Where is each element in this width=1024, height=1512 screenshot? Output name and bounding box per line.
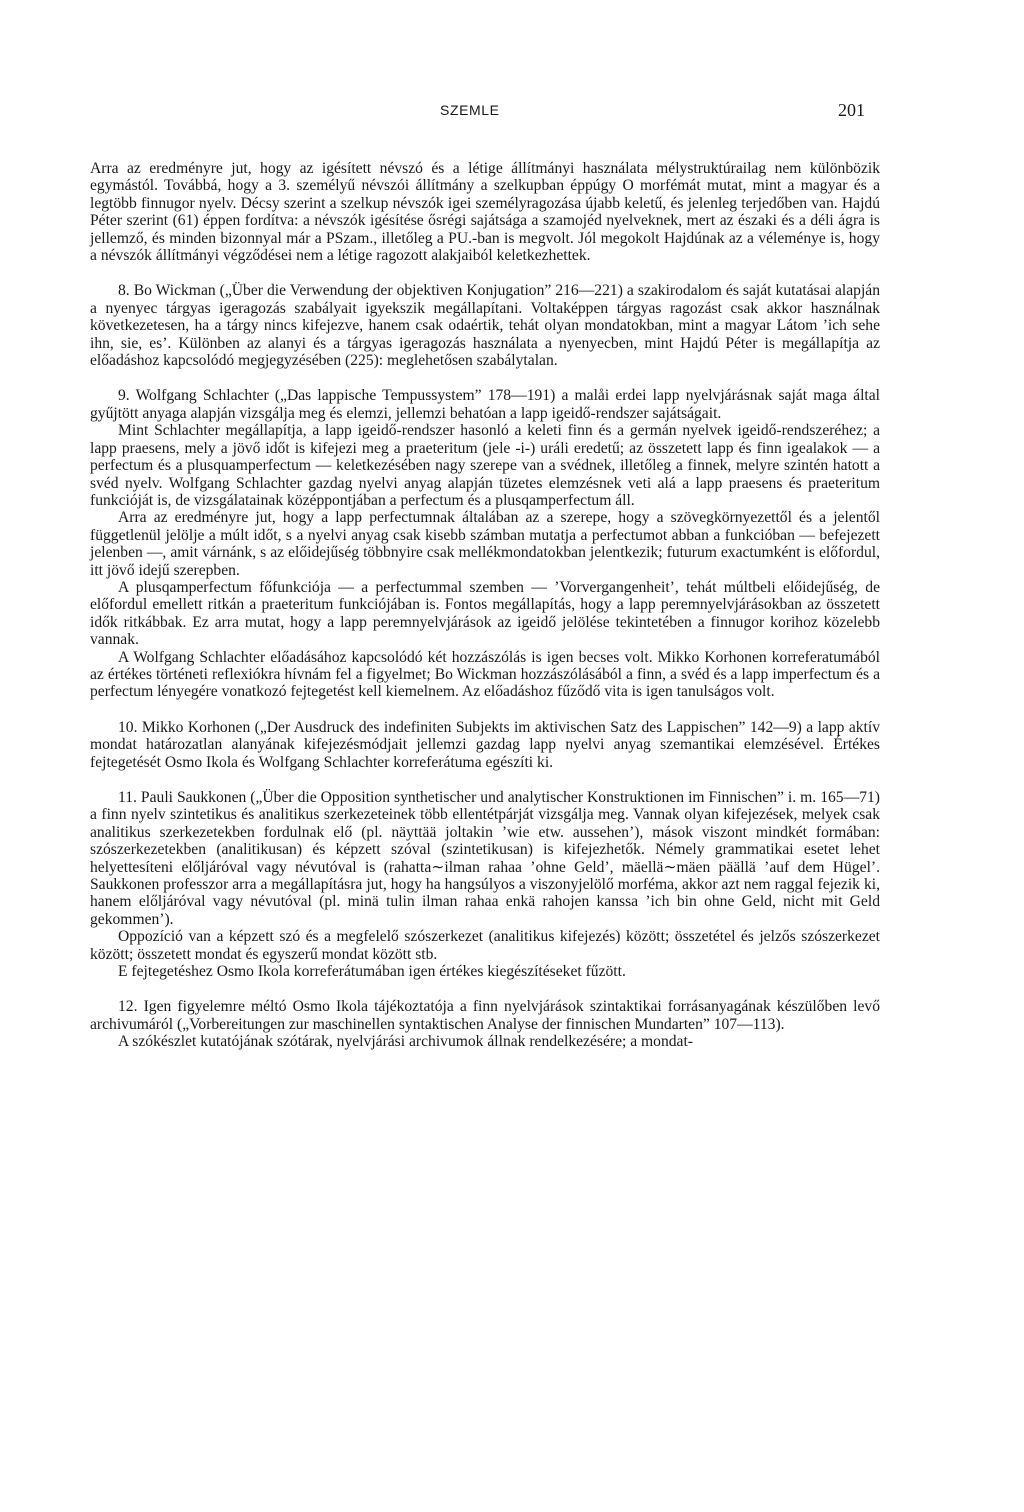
paragraph: A plusqamperfectum főfunkciója — a perfectummal szemben — ’Vorvergangenheit’, tehát múltbeli előidejűség, de előfordul emellett ritkán a praeteritum funkciójában is. Fontos megállapítás, hogy a lapp peremnyelvjárásokban az összetett idők ritkábbak. Ez arra mutat, hogy a lapp peremnyelvjárások az igeidő jelölése tekintetében a finnugor korihoz közelebb vannak. [90,578,880,649]
paragraph-section-12: 12. Igen figyelemre méltó Osmo Ikola tájékoztatója a finn nyelvjárások szintaktikai forrásanyagának készülőben levő archivumáról („Vorbereitungen zur maschinellen syntaktischen Analyse der finnischen Mundarten” 107—113). [90,998,880,1033]
page-number: 201 [838,100,865,120]
paragraph-continuation: Arra az eredményre jut, hogy az igésített névszó és a létige állítmányi használata mélystruktúrailag nem különbözik egymástól. Továbbá, hogy a 3. személyű névszói állítmány a szelkupban éppúgy O morfémát mutat, mint a magyar és a legtöbb finnugor nyelv. Décsy szerint a szelkup névszók igei személyragozása újabb keletű, és jelenleg terjedőben van. Hajdú Péter szerint (61) éppen fordítva: a névszók igésítése ősrégi sajátsága a szamojéd nyelveknek, mert az északi és a déli ágra is jellemző, és minden bizonnyal már a PSzam., illetőleg a PU.-ban is megvolt. Jól megokolt Hajdúnak az a véleménye is, hogy a névszók állítmányi végződései nem a létige ragozott alakjaiból keletkezhettek. [90,160,880,265]
paragraph: A szókészlet kutatójának szótárak, nyelvjárási archivumok állnak rendelkezésére; a mondat- [118,1033,694,1051]
paragraph-section-8: 8. Bo Wickman („Über die Verwendung der objektiven Konjugation” 216—221) a szakirodalom és saját kutatásai alapján a nyenyec tárgyas igeragozás szabályait igyekszik megállapítani. Voltaképpen tárgyas ragozást csak akkor használnak következetesen, ha a tárgy nincs kifejezve, hanem csak odaértik, tehát olyan mondatokban, mint a magyar Látom ’ich sehe ihn, sie, es’. Különben az alanyi és a tárgyas igeragozás használata a nyenyecben, mint Hajdú Péter is megállapítja az előadáshoz kapcsolódó megjegyzésében (225): meglehetősen szabálytalan. [90,282,880,370]
running-head [0,100,1024,124]
paragraph: E fejtegetéshez Osmo Ikola korreferátumában igen értékes kiegészítéseket fűzött. [118,963,626,981]
paragraph-section-9: 9. Wolfgang Schlachter („Das lappische Tempussystem” 178—191) a malåi erdei lapp nyelvjárásnak saját maga által gyűjtött anyaga alapján vizsgálja meg és elemzi, jellemzi behatóan a lapp igeidő-rendszer sajátságait. [90,387,880,422]
paragraph-section-11: 11. Pauli Saukkonen („Über die Opposition synthetischer und analytischer Konstruktionen im Finnischen” i. m. 165—71) a finn nyelv szintetikus és analitikus szerkezeteinek több ellentétpárját vizsgálja meg. Vannak olyan kifejezések, melyek csak analitikus szerkezetekben fordulnak elő (pl. näyttää joltakin ’wie etw. aussehen’), mások viszont mindkét formában: szószerkezetekben (analitikusan) és képzett szóval (szintetikusan) is kifejezhetők. Némely grammatikai esetet lehet helyettesíteni előljáróval vagy névutóval is (rahatta∼ilman rahaa ’ohne Geld’, mäellä∼mäen päällä ’auf dem Hügel’. Saukkonen professzor arra a megállapításra jut, hogy ha hangsúlyos a viszonyjelölő morféma, akkor azt nem raggal fejezik ki, hanem előljáróval vagy névutóval (pl. minä tulin ilman rahaa enkä rahojen kanssa ’ich bin ohne Geld, nicht mit Geld gekommen’). [90,789,880,928]
paragraph: Arra az eredményre jut, hogy a lapp perfectumnak általában az a szerepe, hogy a szövegkörnyezettől és a jelentől függetlenül jelölje a múlt időt, s a nyelvi anyag csak kisebb számban mutatja a perfectumot abban a funkcióban — befejezett jelenben —, amit várnánk, s az előidejűség többnyire csak mellékmondatokban jelentkezik; futurum exactumként is előfordul, itt jövő idejű szerepben. [90,509,880,579]
running-title: SZEMLE [440,102,500,118]
body-text [90,160,880,1051]
paragraph-section-10: 10. Mikko Korhonen („Der Ausdruck des indefiniten Subjekts im aktivischen Satz des Lappischen” 142—9) a lapp aktív mondat határozatlan alanyának kifejezésmódjait jellemzi gazdag lapp nyelvi anyag szemantikai elemzésével. Értékes fejtegetését Osmo Ikola és Wolfgang Schlachter korreferátuma egészíti ki. [90,718,880,771]
paragraph: A Wolfgang Schlachter előadásához kapcsolódó két hozzászólás is igen becses volt. Mikko Korhonen korreferatumából az értékes történeti reflexiókra hívnám fel a figyelmet; Bo Wickman hozzászólásából a finn, a svéd és a lapp imperfectum és a perfectum lényegére vonatkozó fejtegetést kell kiemelnem. Az előadáshoz fűződő vita is igen tanulságos volt. [90,648,880,701]
paragraph: Oppozíció van a képzett szó és a megfelelő szószerkezet (analitikus kifejezés) között; összetétel és jelzős szószerkezet között; összetett mondat és egyszerű mondat között stb. [90,928,880,963]
paragraph: Mint Schlachter megállapítja, a lapp igeidő-rendszer hasonló a keleti finn és a germán nyelvek igeidő-rendszeréhez; a lapp praesens, mely a jövő időt is kifejezi meg a praeteritum (jele -i-) uráli eredetű; az összetett lapp és finn igealakok — a perfectum és a plusquamperfectum — keletkezésében nagy szerepe van a svédnek, illetőleg a finnek, melyre szintén hatott a svéd nyelv. Wolfgang Schlachter gazdag nyelvi anyag alapján tüzetes elemzésnek veti alá a lapp praesens és praeteritum funkcióját is, de vizsgálatainak középpontjában a perfectum és a plusqamperfectum áll. [90,422,880,509]
